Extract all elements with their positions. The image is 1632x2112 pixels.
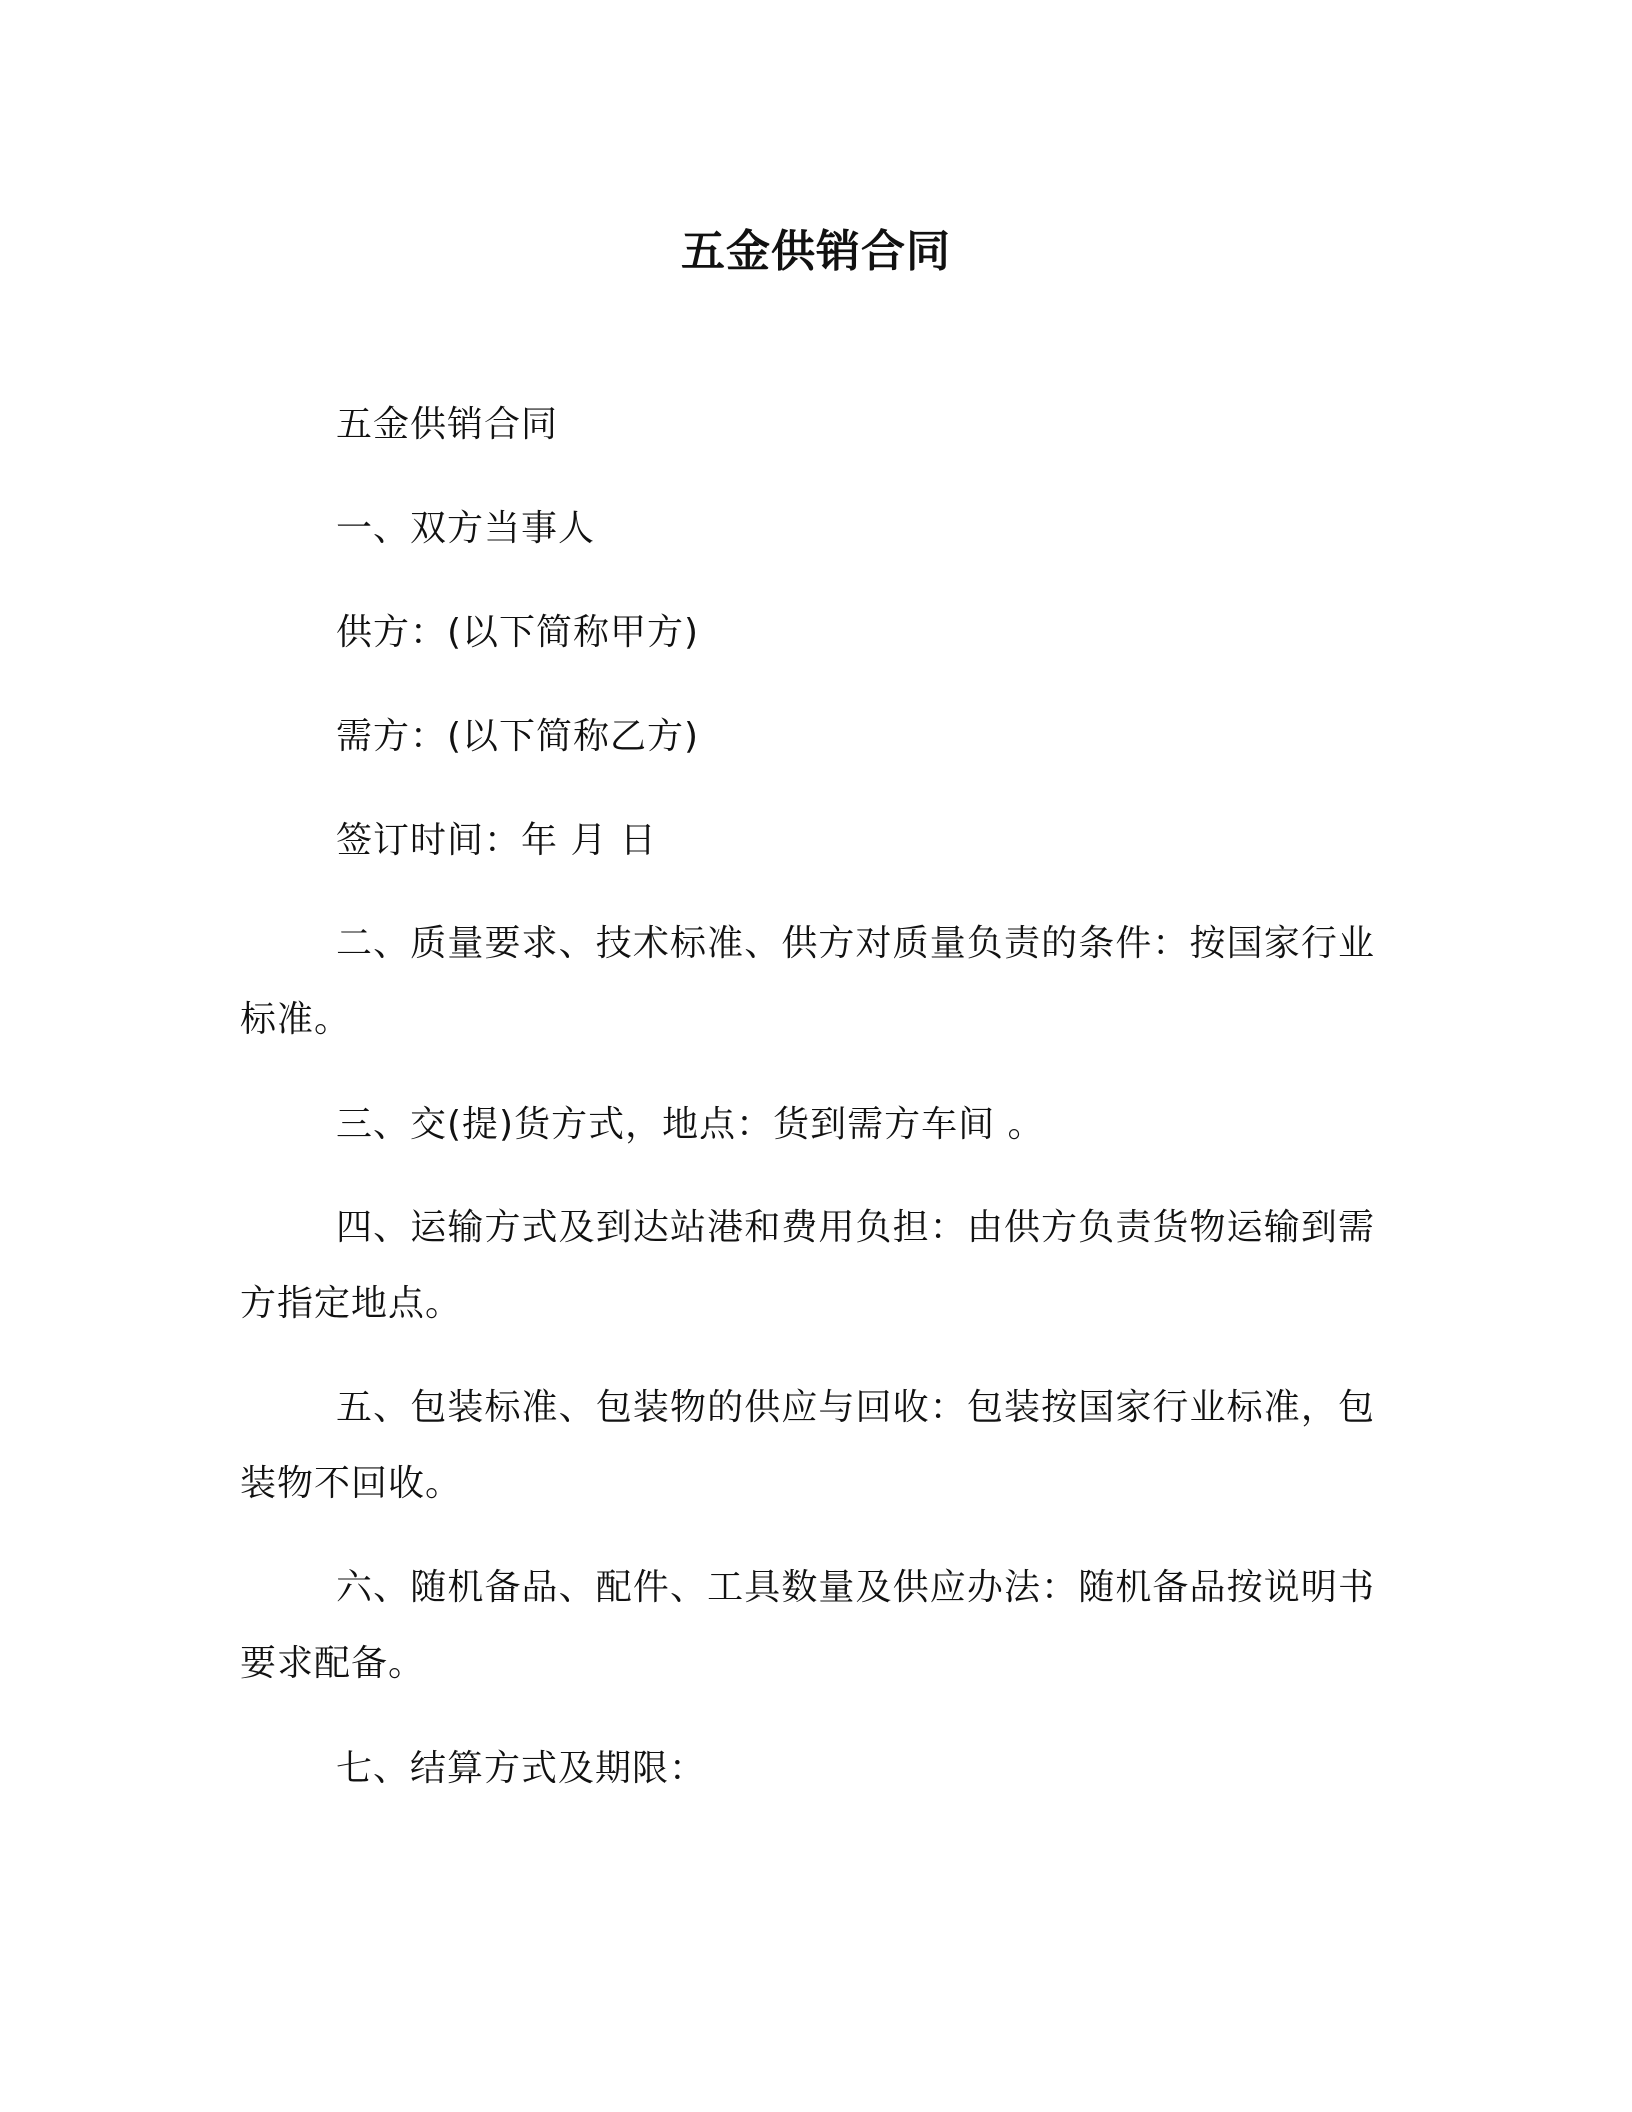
paragraph-parties-heading: 一、双方当事人 (336, 508, 596, 549)
paragraph-packaging: 五、包装标准、包装物的供应与回收：包装按国家行业标准，包装物不回收。 (240, 1387, 1375, 1504)
paragraph-quality: 二、质量要求、技术标准、供方对质量负责的条件：按国家行业标准。 (240, 923, 1375, 1040)
paragraph-delivery: 三、交(提)货方式，地点：货到需方车间 。 (336, 1104, 1045, 1145)
paragraph-transport: 四、运输方式及到达站港和费用负担：由供方负责货物运输到需方指定地点。 (240, 1207, 1375, 1324)
paragraph-settlement: 七、结算方式及期限： (336, 1748, 707, 1789)
document-title: 五金供销合同 (681, 226, 951, 277)
paragraph-spare-parts: 六、随机备品、配件、工具数量及供应办法：随机备品按说明书要求配备。 (240, 1567, 1375, 1684)
paragraph-signing-date: 签订时间：年 月 日 (336, 820, 657, 861)
paragraph-heading: 五金供销合同 (336, 404, 559, 445)
paragraph-supplier: 供方：(以下简称甲方) (336, 612, 700, 653)
document-body (240, 386, 1375, 1834)
paragraph-buyer: 需方：(以下简称乙方) (336, 716, 700, 757)
